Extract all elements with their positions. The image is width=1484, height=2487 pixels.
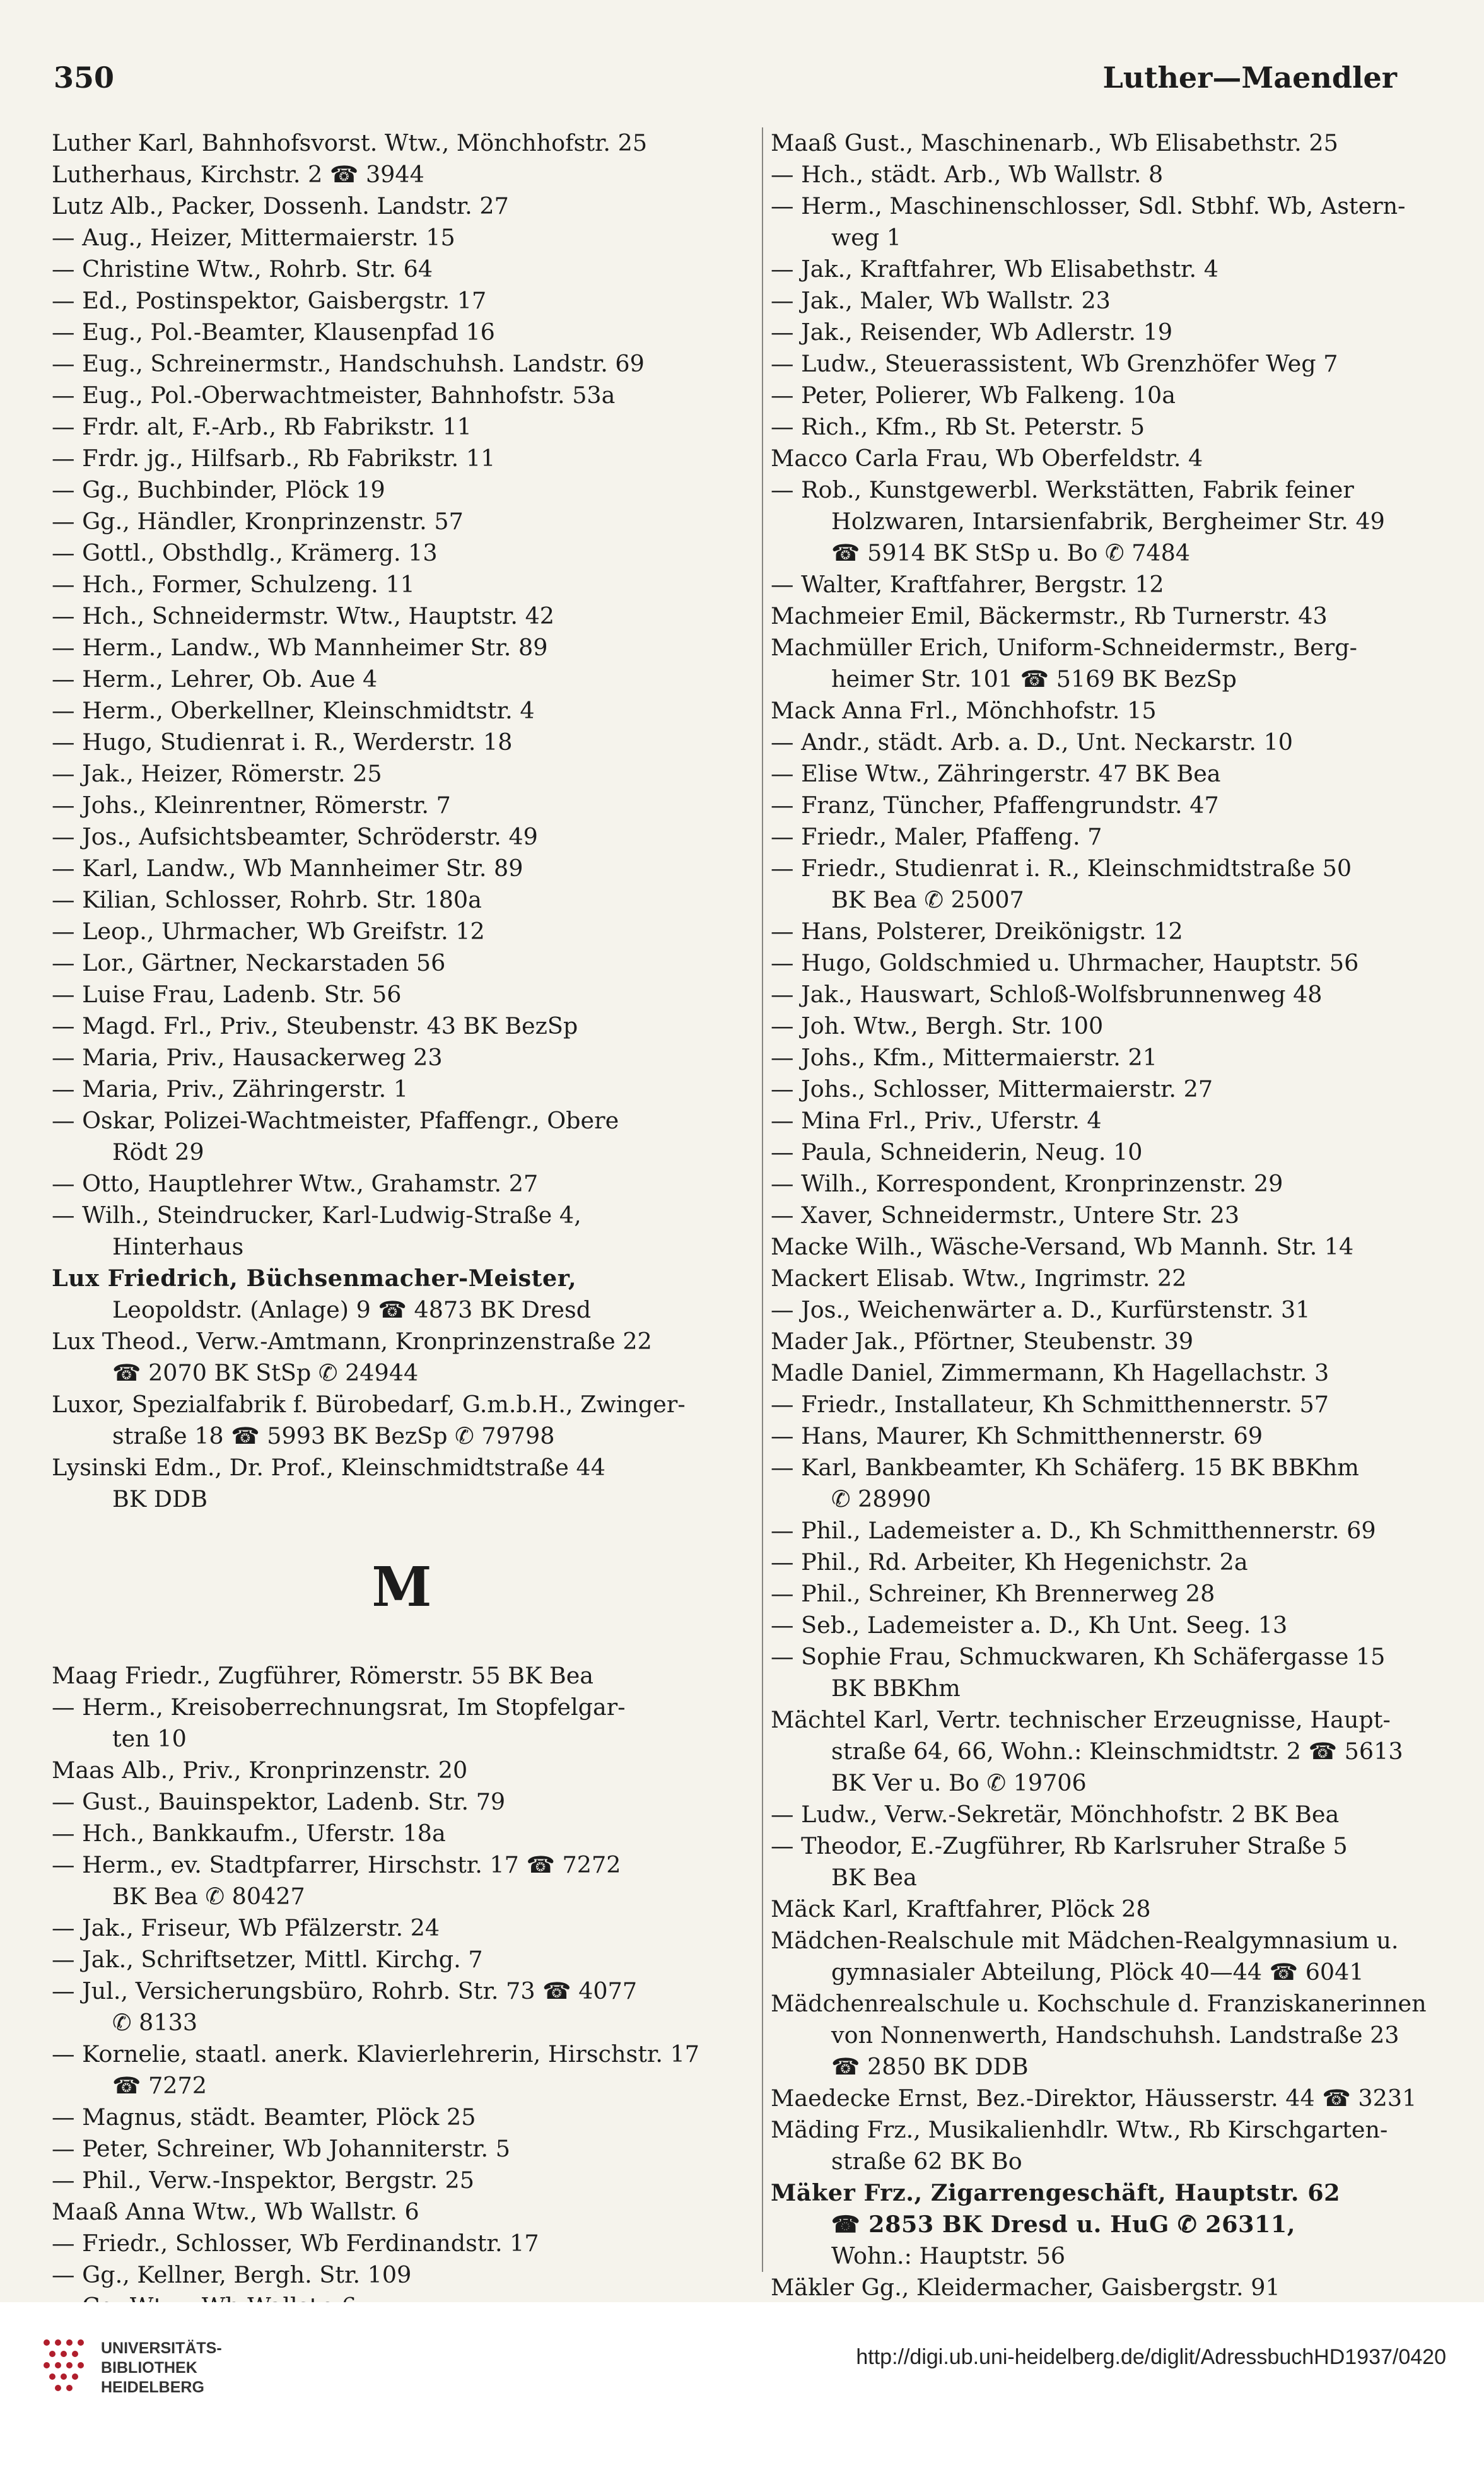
directory-entry: Macco Carla Frau, Wb Oberfeldstr. 4 [771,445,1203,472]
directory-entry: — Karl, Bankbeamter, Kh Schäferg. 15 BK BBKhm [771,1454,1359,1481]
directory-entry: Maaß Anna Wtw., Wb Wallstr. 6 [52,2198,419,2225]
directory-entry: — Eug., Pol.-Beamter, Klausenpfad 16 [52,319,495,346]
directory-entry: Madle Daniel, Zimmermann, Kh Hagellachstr. 3 [771,1359,1329,1386]
directory-entry: — Ed., Postinspektor, Gaisbergstr. 17 [52,287,487,314]
directory-entry: — Luise Frau, Ladenb. Str. 56 [52,981,402,1008]
directory-entry: — Rob., Kunstgewerbl. Werkstätten, Fabrik feiner [771,476,1354,503]
directory-entry: — Johs., Schlosser, Mittermaierstr. 27 [771,1075,1213,1103]
directory-entry: Maedecke Ernst, Bez.-Direktor, Häusserstr. 44 ☎ 3231 [771,2085,1417,2112]
directory-entry: — Walter, Kraftfahrer, Bergstr. 12 [771,571,1164,598]
directory-entry: — Herm., Oberkellner, Kleinschmidtstr. 4 [52,697,535,724]
directory-entry: — Phil., Schreiner, Kh Brennerweg 28 [771,1580,1215,1607]
directory-entry: — Aug., Heizer, Mittermaierstr. 15 [52,224,455,251]
directory-entry: Maaß Gust., Maschinenarb., Wb Elisabethstr. 25 [771,129,1338,156]
directory-entry: — Franz, Tüncher, Pfaffengrundstr. 47 [771,792,1219,819]
directory-entry: straße 18 ☎ 5993 BK BezSp ✆ 79798 [112,1422,555,1449]
directory-entry: Mädchen-Realschule mit Mädchen-Realgymnasium u. [771,1927,1399,1954]
directory-entry: Lux Theod., Verw.-Amtmann, Kronprinzenstraße 22 [52,1328,652,1355]
directory-entry: — Ludw., Steuerassistent, Wb Grenzhöfer Weg 7 [771,350,1338,377]
directory-entry: — Jos., Weichenwärter a. D., Kurfürstenstr. 31 [771,1296,1311,1323]
directory-entry: — Herm., ev. Stadtpfarrer, Hirschstr. 17 ☎ 7272 [52,1851,621,1878]
directory-entry: — Jak., Friseur, Wb Pfälzerstr. 24 [52,1914,440,1941]
directory-entry: — Friedr., Installateur, Kh Schmitthennerstr. 57 [771,1391,1329,1418]
directory-entry: heimer Str. 101 ☎ 5169 BK BezSp [831,665,1237,693]
directory-entry: — Peter, Schreiner, Wb Johanniterstr. 5 [52,2135,510,2162]
directory-entry: — Gg., Kellner, Bergh. Str. 109 [52,2261,412,2288]
directory-entry: Mächtel Karl, Vertr. technischer Erzeugnisse, Haupt- [771,1706,1391,1733]
directory-entry: — Jak., Schriftsetzer, Mittl. Kirchg. 7 [52,1946,483,1973]
directory-entry: — Friedr., Maler, Pfaffeng. 7 [771,823,1102,850]
directory-entry: — Jak., Heizer, Römerstr. 25 [52,760,382,787]
left-column [52,127,752,2288]
directory-entry: — Gottl., Obsthdlg., Krämerg. 13 [52,539,438,566]
directory-entry: — Kornelie, staatl. anerk. Klavierlehrerin, Hirschstr. 17 [52,2040,700,2068]
directory-entry: Mädchenrealschule u. Kochschule d. Franziskanerinnen [771,1990,1427,2017]
directory-entry: ten 10 [112,1725,187,1752]
directory-entry: Lysinski Edm., Dr. Prof., Kleinschmidtstraße 44 [52,1454,605,1481]
directory-entry: BK DDB [112,1485,208,1513]
directory-entry: — Joh. Wtw., Bergh. Str. 100 [771,1012,1104,1039]
directory-entry: — Rich., Kfm., Rb St. Peterstr. 5 [771,413,1145,440]
directory-entry: Lutz Alb., Packer, Dossenh. Landstr. 27 [52,192,509,219]
directory-entry: — Christine Wtw., Rohrb. Str. 64 [52,255,433,283]
directory-entry: — Sophie Frau, Schmuckwaren, Kh Schäfergasse 15 [771,1643,1386,1670]
directory-entry: — Eug., Pol.-Oberwachtmeister, Bahnhofstr. 53a [52,382,616,409]
directory-entry: — Hch., Former, Schulzeng. 11 [52,571,415,598]
directory-entry: — Hans, Maurer, Kh Schmitthennerstr. 69 [771,1422,1263,1449]
directory-entry: Machmeier Emil, Bäckermstr., Rb Turnerstr. 43 [771,602,1328,629]
directory-entry: — Xaver, Schneidermstr., Untere Str. 23 [771,1202,1240,1229]
directory-entry: — Gg., Buchbinder, Plöck 19 [52,476,385,503]
directory-entry: — Otto, Hauptlehrer Wtw., Grahamstr. 27 [52,1170,539,1197]
directory-entry: — Phil., Rd. Arbeiter, Kh Hegenichstr. 2a [771,1548,1248,1576]
directory-entry: — Herm., Kreisoberrechnungsrat, Im Stopfelgar- [52,1694,626,1721]
directory-entry: Mäker Frz., Zigarrengeschäft, Hauptstr. 62 [771,2179,1340,2206]
directory-entry: ✆ 28990 [831,1485,932,1513]
directory-entry: — Karl, Landw., Wb Mannheimer Str. 89 [52,855,523,882]
directory-entry: — Frdr. alt, F.-Arb., Rb Fabrikstr. 11 [52,413,472,440]
directory-entry: — Jak., Kraftfahrer, Wb Elisabethstr. 4 [771,255,1218,283]
directory-entry: — Frdr. jg., Hilfsarb., Rb Fabrikstr. 11 [52,445,496,472]
directory-entry: — Leop., Uhrmacher, Wb Greifstr. 12 [52,918,485,945]
directory-entry: — Eug., Schreinermstr., Handschuhsh. Landstr. 69 [52,350,645,377]
footer [0,2302,1484,2487]
directory-entry: — Jul., Versicherungsbüro, Rohrb. Str. 73 ☎ 4077 [52,1977,638,2004]
directory-entry: ☎ 2070 BK StSp ✆ 24944 [112,1359,419,1386]
directory-entry: ☎ 2850 BK DDB [831,2053,1029,2080]
directory-entry: Luther Karl, Bahnhofsvorst. Wtw., Mönchhofstr. 25 [52,129,648,156]
right-column [771,127,1427,2301]
directory-entry: — Hugo, Studienrat i. R., Werderstr. 18 [52,729,513,756]
directory-entry: ✆ 8133 [112,2009,198,2036]
directory-entry: Maag Friedr., Zugführer, Römerstr. 55 BK Bea [52,1662,594,1689]
directory-entry: — Wilh., Steindrucker, Karl-Ludwig-Straße 4, [52,1202,581,1229]
directory-entry: BK BBKhm [831,1675,961,1702]
directory-entry: Leopoldstr. (Anlage) 9 ☎ 4873 BK Dresd [112,1296,592,1323]
directory-entry: Machmüller Erich, Uniform-Schneidermstr., Berg- [771,634,1357,661]
directory-entry: — Oskar, Polizei-Wachtmeister, Pfaffengr., Obere [52,1107,619,1134]
directory-entry: — Friedr., Studienrat i. R., Kleinschmidtstraße 50 [771,855,1352,882]
directory-entry: ☎ 5914 BK StSp u. Bo ✆ 7484 [831,539,1191,566]
directory-entry: — Lor., Gärtner, Neckarstaden 56 [52,949,446,976]
running-head: Luther—Maendler [1102,61,1397,95]
directory-entry: Mack Anna Frl., Mönchhofstr. 15 [771,697,1157,724]
directory-entry: — Phil., Verw.-Inspektor, Bergstr. 25 [52,2167,474,2194]
directory-entry: — Johs., Kleinrentner, Römerstr. 7 [52,792,451,819]
directory-entry: — Elise Wtw., Zähringerstr. 47 BK Bea [771,760,1221,787]
source-url[interactable]: http://digi.ub.uni-heidelberg.de/diglit/AdressbuchHD1937/0420 [856,2345,1446,2369]
directory-entry: — Kilian, Schlosser, Rohrb. Str. 180a [52,886,482,913]
directory-entry: Rödt 29 [112,1138,204,1166]
university-seal-icon [39,2334,93,2409]
directory-entry: BK Ver u. Bo ✆ 19706 [831,1769,1087,1796]
section-letter: M [371,1555,432,1619]
directory-entry: — Gg., Händler, Kronprinzenstr. 57 [52,508,464,535]
directory-entry: Holzwaren, Intarsienfabrik, Bergheimer Str. 49 [831,508,1385,535]
directory-entry: — Maria, Priv., Zähringerstr. 1 [52,1075,409,1103]
directory-entry: Maas Alb., Priv., Kronprinzenstr. 20 [52,1757,468,1784]
directory-entry: — Johs., Kfm., Mittermaierstr. 21 [771,1044,1157,1071]
directory-entry: Mäding Frz., Musikalienhdlr. Wtw., Rb Kirschgarten- [771,2116,1388,2143]
directory-entry: — Maria, Priv., Hausackerweg 23 [52,1044,443,1071]
directory-entry: weg 1 [831,224,902,251]
directory-entry: Wohn.: Hauptstr. 56 [831,2242,1066,2269]
directory-entry: straße 62 BK Bo [831,2148,1022,2175]
directory-entry: — Jak., Hauswart, Schloß-Wolfsbrunnenweg 48 [771,981,1323,1008]
directory-entry: Lutherhaus, Kirchstr. 2 ☎ 3944 [52,161,424,188]
directory-entry: — Paula, Schneiderin, Neug. 10 [771,1138,1143,1166]
directory-entry: BK Bea [831,1864,917,1891]
directory-entry: — Ludw., Verw.-Sekretär, Mönchhofstr. 2 BK Bea [771,1801,1340,1828]
directory-entry: — Seb., Lademeister a. D., Kh Unt. Seeg. 13 [771,1612,1288,1639]
directory-entry: — Herm., Maschinenschlosser, Sdl. Stbhf. Wb, Astern- [771,192,1406,219]
directory-entry: — Andr., städt. Arb. a. D., Unt. Neckarstr. 10 [771,729,1294,756]
directory-entry: — Hch., Schneidermstr. Wtw., Hauptstr. 42 [52,602,555,629]
directory-entry: — Phil., Lademeister a. D., Kh Schmitthennerstr. 69 [771,1517,1376,1544]
directory-entry: — Gust., Bauinspektor, Ladenb. Str. 79 [52,1788,506,1815]
directory-entry: Luxor, Spezialfabrik f. Bürobedarf, G.m.b.H., Zwinger- [52,1391,686,1418]
directory-entry: — Magnus, städt. Beamter, Plöck 25 [52,2104,476,2131]
directory-entry: Mader Jak., Pförtner, Steubenstr. 39 [771,1328,1194,1355]
directory-entry: — Jak., Reisender, Wb Adlerstr. 19 [771,319,1173,346]
directory-entry: — Wilh., Korrespondent, Kronprinzenstr. 29 [771,1170,1283,1197]
directory-entry: — Hch., städt. Arb., Wb Wallstr. 8 [771,161,1164,188]
directory-entry: Lux Friedrich, Büchsenmacher-Meister, [52,1265,577,1292]
directory-entry: straße 64, 66, Wohn.: Kleinschmidtstr. 2 ☎ 5613 [831,1738,1403,1765]
directory-entry: Mäkler Gg., Kleidermacher, Gaisbergstr. 91 [771,2274,1280,2301]
directory-entry: — Magd. Frl., Priv., Steubenstr. 43 BK BezSp [52,1012,578,1039]
column-divider [762,127,763,2272]
directory-entry: — Herm., Lehrer, Ob. Aue 4 [52,665,378,693]
directory-entry: — Theodor, E.-Zugführer, Rb Karlsruher Straße 5 [771,1832,1348,1859]
directory-entry: Mäck Karl, Kraftfahrer, Plöck 28 [771,1895,1151,1922]
directory-entry: BK Bea ✆ 25007 [831,886,1024,913]
directory-entry: — Herm., Landw., Wb Mannheimer Str. 89 [52,634,548,661]
directory-entry: gymnasialer Abteilung, Plöck 40—44 ☎ 6041 [831,1958,1364,1986]
directory-entry: — Jos., Aufsichtsbeamter, Schröderstr. 49 [52,823,538,850]
directory-entry: ☎ 2853 BK Dresd u. HuG ✆ 26311, [831,2211,1295,2238]
directory-entry: von Nonnenwerth, Handschuhsh. Landstraße 23 [831,2022,1399,2049]
page-header [54,61,1410,111]
directory-entry: ☎ 7272 [112,2072,207,2099]
directory-entry: Macke Wilh., Wäsche-Versand, Wb Mannh. Str. 14 [771,1233,1354,1260]
page-number: 350 [54,61,115,95]
directory-entry: Mackert Elisab. Wtw., Ingrimstr. 22 [771,1265,1187,1292]
library-name: UNIVERSITÄTS- BIBLIOTHEK HEIDELBERG [101,2339,222,2396]
directory-entry: — Jak., Maler, Wb Wallstr. 23 [771,287,1111,314]
directory-entry: — Hugo, Goldschmied u. Uhrmacher, Hauptstr. 56 [771,949,1359,976]
directory-entry: BK Bea ✆ 80427 [112,1883,305,1910]
directory-entry: — Friedr., Schlosser, Wb Ferdinandstr. 17 [52,2230,539,2257]
directory-entry: — Hans, Polsterer, Dreikönigstr. 12 [771,918,1183,945]
directory-entry: — Peter, Polierer, Wb Falkeng. 10a [771,382,1176,409]
directory-entry: Hinterhaus [112,1233,244,1260]
directory-entry: — Hch., Bankkaufm., Uferstr. 18a [52,1820,446,1847]
directory-entry: — Mina Frl., Priv., Uferstr. 4 [771,1107,1102,1134]
